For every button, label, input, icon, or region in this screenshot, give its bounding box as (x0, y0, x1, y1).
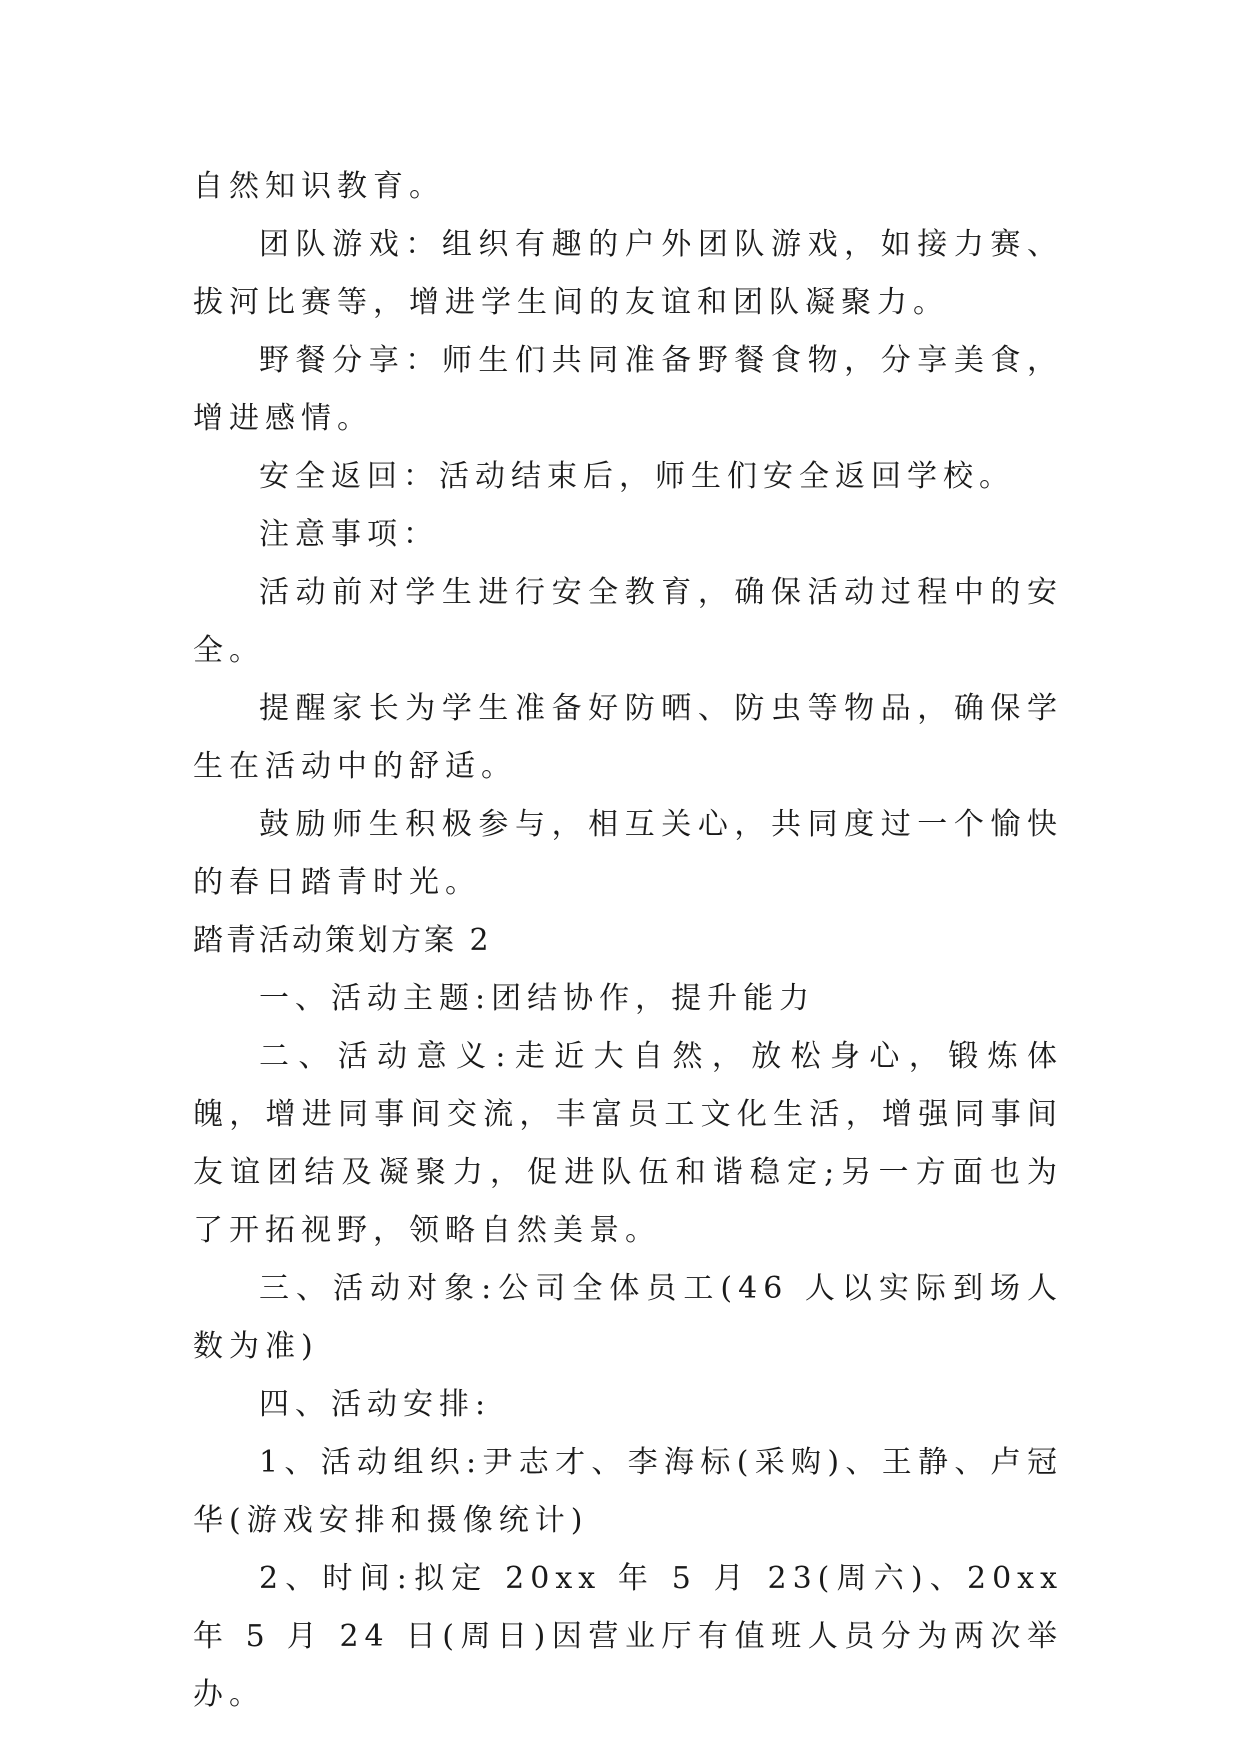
paragraph-team-games: 团队游戏：组织有趣的户外团队游戏，如接力赛、拔河比赛等，增进学生间的友谊和团队凝聚力。 (193, 227, 1063, 320)
paragraph-activity-organizers: 1、活动组织:尹志才、李海标(采购)、王静、卢冠华(游戏安排和摄像统计) (193, 1445, 1063, 1538)
paragraph-activity-meaning: 二、活动意义:走近大自然，放松身心，锻炼体魄，增进同事间交流，丰富员工文化生活，增强同事间友谊团结及凝聚力，促进队伍和谐稳定;另一方面也为了开拓视野，领略自然美景。 (193, 1039, 1063, 1248)
document-body (193, 158, 1063, 1724)
paragraph-notes-heading: 注意事项： (259, 517, 439, 552)
paragraph-nature-education: 自然知识教育。 (193, 169, 445, 204)
paragraph-picnic: 野餐分享：师生们共同准备野餐食物，分享美食，增进感情。 (193, 343, 1063, 436)
paragraph-activity-theme: 一、活动主题:团结协作，提升能力 (259, 981, 816, 1016)
paragraph-activity-arrangement: 四、活动安排: (259, 1387, 492, 1422)
paragraph-activity-target: 三、活动对象:公司全体员工(46 人以实际到场人数为准) (193, 1271, 1063, 1364)
section-title: 踏青活动策划方案 2 (193, 923, 492, 958)
paragraph-safety-education: 活动前对学生进行安全教育，确保活动过程中的安全。 (193, 575, 1063, 668)
paragraph-activity-time: 2、时间:拟定 20xx 年 5 月 23(周六)、20xx 年 5 月 24 日(周日)因营业厅有值班人员分为两次举办。 (193, 1561, 1063, 1712)
paragraph-parent-reminder: 提醒家长为学生准备好防晒、防虫等物品，确保学生在活动中的舒适。 (193, 691, 1063, 784)
paragraph-safe-return: 安全返回：活动结束后，师生们安全返回学校。 (259, 459, 1015, 494)
paragraph-encouragement: 鼓励师生积极参与，相互关心，共同度过一个愉快的春日踏青时光。 (193, 807, 1063, 900)
